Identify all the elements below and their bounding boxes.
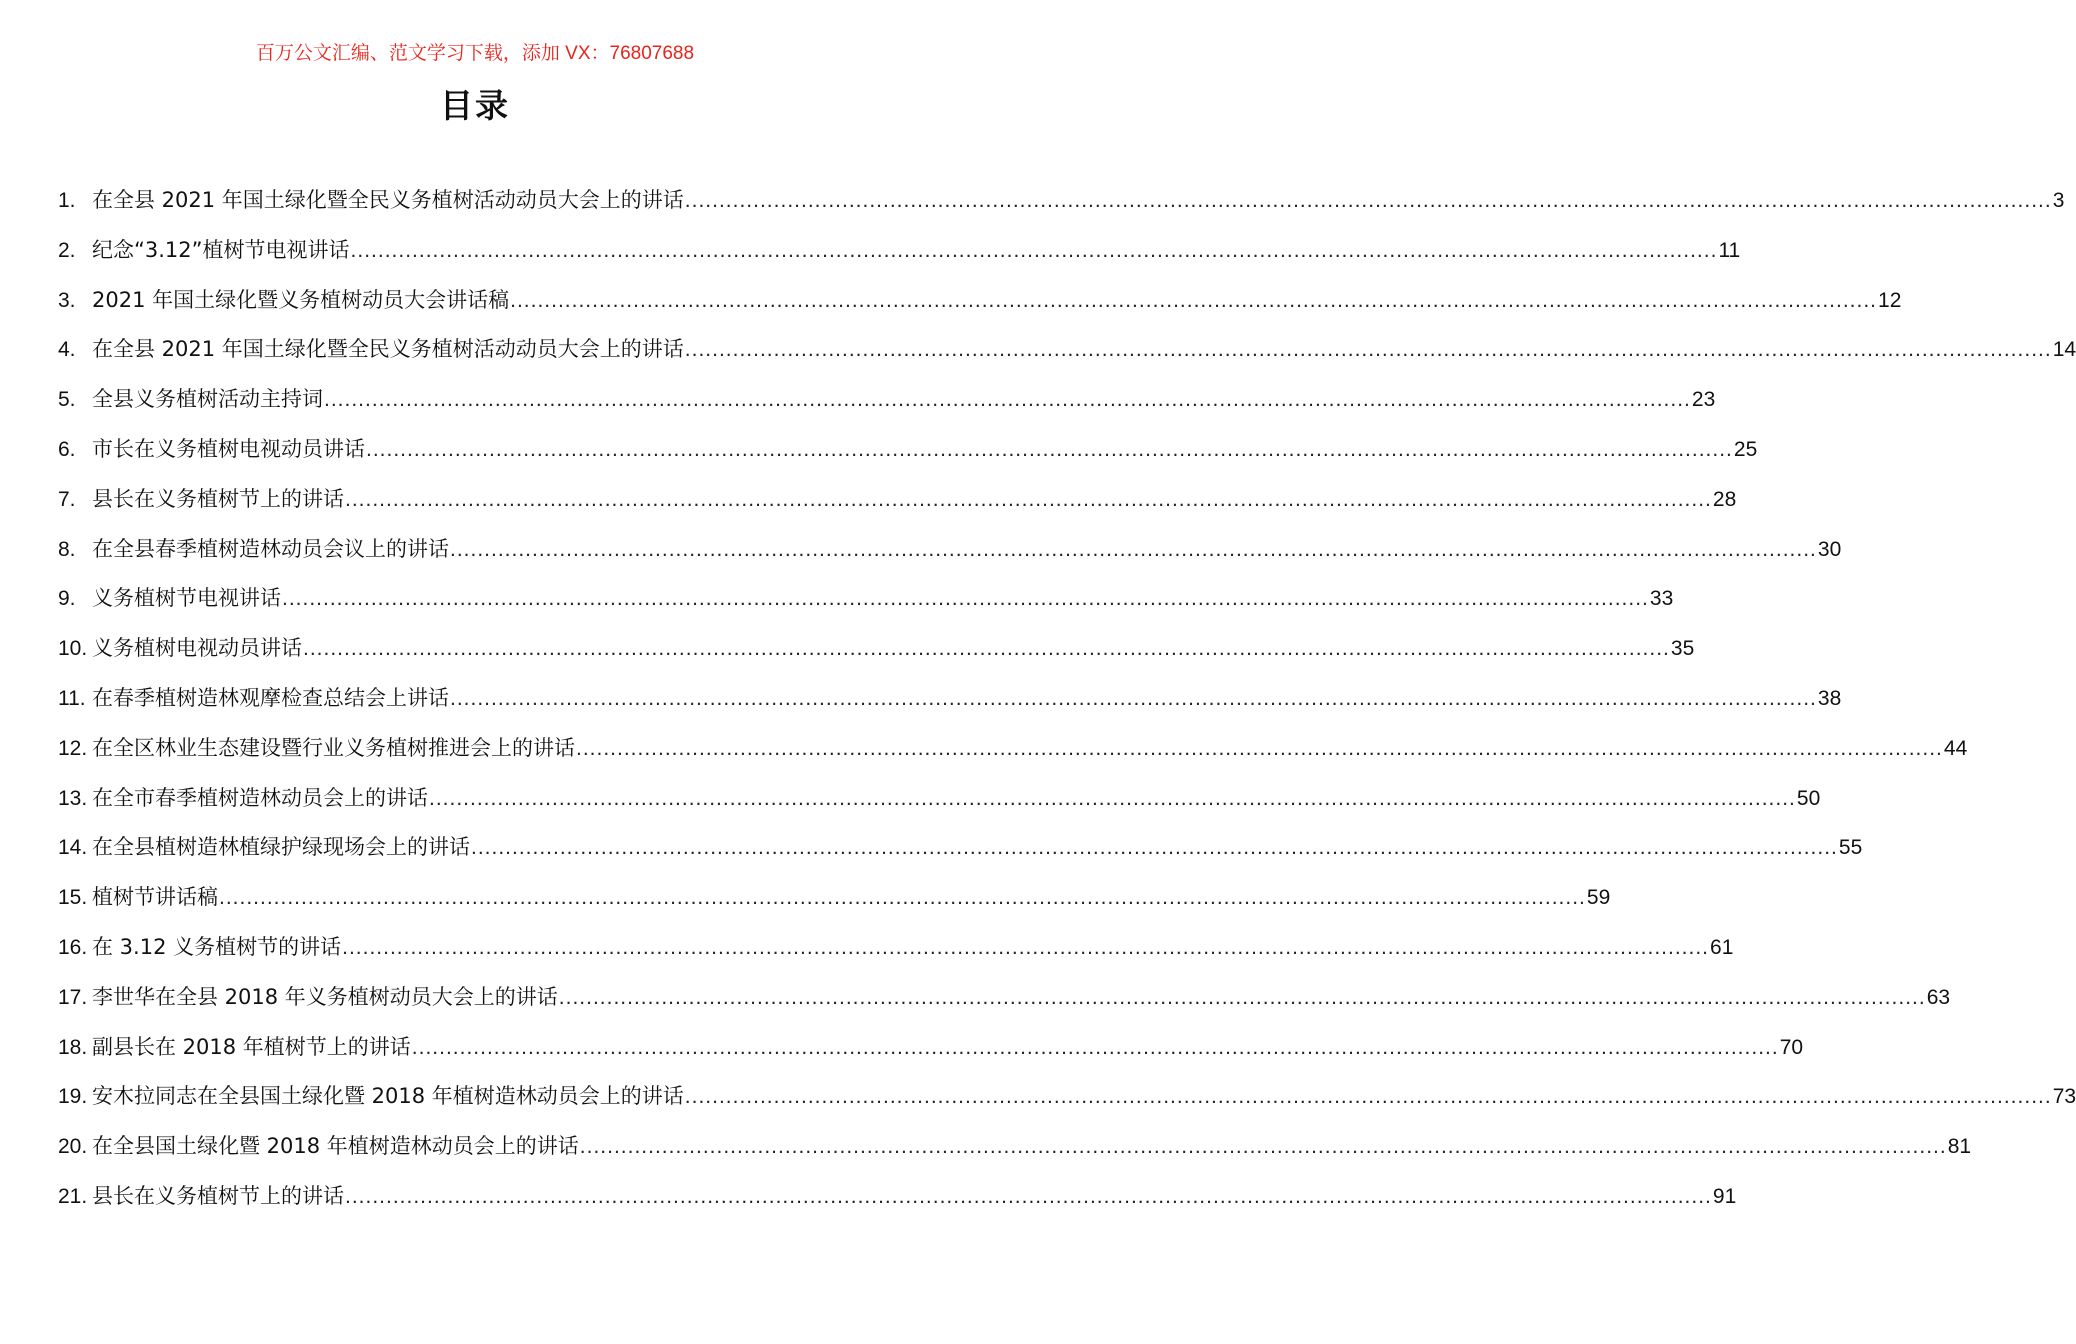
toc-entry-page: 70 xyxy=(1779,1035,1804,1059)
toc-entry-title: 在 3.12 义务植树节的讲话 xyxy=(92,934,342,959)
toc-entry[interactable] xyxy=(58,574,1674,624)
dot-leader: ........................................................................................................................................................................................................ xyxy=(324,388,1691,412)
toc-entry-number: 7. xyxy=(58,487,76,511)
toc-entry-title: 副县长在 2018 年植树节上的讲话 xyxy=(92,1034,411,1059)
toc-entry-page: 25 xyxy=(1733,437,1758,461)
toc-entry-title: 全县义务植树活动主持词 xyxy=(92,387,323,412)
toc-entry-number: 1. xyxy=(58,189,76,212)
dot-leader: ........................................................................................................................................................................................................ xyxy=(350,238,1718,262)
dot-leader: ........................................................................................................................................................................................................ xyxy=(684,338,2052,362)
dot-leader: ........................................................................................................................................................................................................ xyxy=(450,537,1817,561)
dot-leader: ........................................................................................................................................................................................................ xyxy=(576,736,1943,760)
toc-entry-page: 59 xyxy=(1586,886,1611,910)
toc-entry-number: 6. xyxy=(58,437,76,461)
toc-entry-title: 在全区林业生态建设暨行业义务植树推进会上的讲话 xyxy=(92,735,575,760)
toc-entry[interactable] xyxy=(58,873,1611,923)
toc-entry[interactable] xyxy=(58,823,1863,873)
toc-entry-page: 73 xyxy=(2052,1085,2076,1109)
toc-entry-page: 61 xyxy=(1710,935,1734,959)
toc-entry-number: 16. xyxy=(58,935,88,959)
toc-entry[interactable] xyxy=(58,1023,1804,1073)
toc-entry[interactable] xyxy=(58,973,1951,1023)
toc-entry-number: 15. xyxy=(58,886,88,910)
dot-leader: ........................................................................................................................................................................................................ xyxy=(282,587,1649,611)
toc-entry-page: 28 xyxy=(1712,487,1737,511)
toc-entry-page: 35 xyxy=(1670,637,1695,661)
toc-entry[interactable] xyxy=(58,624,1695,674)
dot-leader: ........................................................................................................................................................................................................ xyxy=(450,686,1817,710)
toc-entry-title: 2021 年国土绿化暨义务植树动员大会讲话稿 xyxy=(92,287,510,312)
toc-entry[interactable] xyxy=(58,226,1741,276)
toc-entry[interactable] xyxy=(58,1072,2076,1122)
toc-entry[interactable] xyxy=(58,674,1842,724)
toc-entry-title: 植树节讲话稿 xyxy=(92,885,218,910)
toc-entry-number: 9. xyxy=(58,587,76,611)
toc-entry-page: 30 xyxy=(1817,537,1842,561)
toc-entry[interactable] xyxy=(58,724,1968,774)
toc-entry-title: 纪念“3.12”植树节电视讲话 xyxy=(92,237,350,262)
dot-leader: ........................................................................................................................................................................................................ xyxy=(510,288,1878,312)
toc-entry-number: 2. xyxy=(58,238,76,262)
toc-entry[interactable] xyxy=(58,923,1734,973)
toc-entry[interactable] xyxy=(58,774,1821,824)
toc-entry[interactable] xyxy=(58,525,1842,575)
toc-entry-number: 5. xyxy=(58,388,76,412)
watermark-banner: 百万公文汇编、范文学习下载，添加 VX：76807688 xyxy=(255,43,695,64)
toc-entry-title: 市长在义务植树电视动员讲话 xyxy=(92,436,365,461)
table-of-contents xyxy=(58,176,2076,1222)
toc-entry-number: 12. xyxy=(58,736,88,760)
toc-entry-title: 在全县 2021 年国土绿化暨全民义务植树活动动员大会上的讲话 xyxy=(92,337,684,362)
toc-entry[interactable] xyxy=(58,276,1902,326)
toc-entry-page: 14 xyxy=(2052,338,2076,362)
toc-entry[interactable] xyxy=(58,176,2065,226)
toc-entry-number: 20. xyxy=(58,1135,88,1159)
toc-entry-number: 8. xyxy=(58,537,76,561)
dot-leader: ........................................................................................................................................................................................................ xyxy=(345,487,1712,511)
toc-entry-title: 在全县春季植树造林动员会议上的讲话 xyxy=(92,536,449,561)
toc-entry-page: 44 xyxy=(1943,736,1968,760)
toc-entry-page: 12 xyxy=(1878,288,1902,312)
dot-leader: ........................................................................................................................................................................................................ xyxy=(429,786,1796,810)
toc-entry[interactable] xyxy=(58,325,2076,375)
toc-entry-page: 33 xyxy=(1649,587,1674,611)
toc-entry-page: 11 xyxy=(1718,238,1741,262)
toc-entry-number: 19. xyxy=(58,1085,88,1109)
toc-entry-title: 在全市春季植树造林动员会上的讲话 xyxy=(92,785,428,810)
toc-entry[interactable] xyxy=(58,475,1737,525)
toc-entry[interactable] xyxy=(58,425,1758,475)
toc-entry[interactable] xyxy=(58,1172,1737,1222)
dot-leader: ........................................................................................................................................................................................................ xyxy=(684,189,2052,212)
toc-entry-title: 在全县国土绿化暨 2018 年植树造林动员会上的讲话 xyxy=(92,1134,579,1159)
toc-entry-page: 38 xyxy=(1817,686,1842,710)
toc-entry-title: 义务植树电视动员讲话 xyxy=(92,636,302,661)
dot-leader: ........................................................................................................................................................................................................ xyxy=(558,985,1926,1009)
dot-leader: ........................................................................................................................................................................................................ xyxy=(411,1035,1779,1059)
page-title: 目录 xyxy=(440,86,510,125)
toc-entry-page: 50 xyxy=(1796,786,1821,810)
toc-entry-title: 在全县 2021 年国土绿化暨全民义务植树活动动员大会上的讲话 xyxy=(92,188,684,212)
dot-leader: ........................................................................................................................................................................................................ xyxy=(303,637,1670,661)
toc-entry-title: 李世华在全县 2018 年义务植树动员大会上的讲话 xyxy=(92,984,558,1009)
toc-entry-title: 在春季植树造林观摩检查总结会上讲话 xyxy=(92,685,449,710)
toc-entry-title: 义务植树节电视讲话 xyxy=(92,586,281,611)
toc-entry-number: 13. xyxy=(58,786,88,810)
toc-entry-number: 17. xyxy=(58,985,88,1009)
toc-entry-title: 安木拉同志在全县国土绿化暨 2018 年植树造林动员会上的讲话 xyxy=(92,1084,684,1109)
toc-entry-number: 11. xyxy=(58,686,86,710)
toc-entry-page: 81 xyxy=(1947,1135,1972,1159)
dot-leader: ........................................................................................................................................................................................................ xyxy=(684,1085,2052,1109)
dot-leader: ........................................................................................................................................................................................................ xyxy=(579,1135,1947,1159)
toc-entry-page: 3 xyxy=(2052,189,2065,212)
dot-leader: ........................................................................................................................................................................................................ xyxy=(366,437,1733,461)
toc-entry-page: 91 xyxy=(1712,1184,1737,1208)
dot-leader: ........................................................................................................................................................................................................ xyxy=(471,836,1838,860)
toc-entry-title: 县长在义务植树节上的讲话 xyxy=(92,486,344,511)
dot-leader: ........................................................................................................................................................................................................ xyxy=(219,886,1586,910)
toc-entry-number: 21. xyxy=(58,1184,88,1208)
toc-entry[interactable] xyxy=(58,375,1716,425)
toc-entry-title: 县长在义务植树节上的讲话 xyxy=(92,1183,344,1208)
toc-entry-number: 10. xyxy=(58,637,88,661)
toc-entry-page: 63 xyxy=(1926,985,1951,1009)
toc-entry-page: 23 xyxy=(1691,388,1716,412)
dot-leader: ........................................................................................................................................................................................................ xyxy=(342,935,1710,959)
toc-entry[interactable] xyxy=(58,1122,1972,1172)
dot-leader: ........................................................................................................................................................................................................ xyxy=(345,1184,1712,1208)
toc-entry-title: 在全县植树造林植绿护绿现场会上的讲话 xyxy=(92,835,470,860)
toc-entry-number: 3. xyxy=(58,288,76,312)
toc-entry-page: 55 xyxy=(1838,836,1863,860)
toc-entry-number: 14. xyxy=(58,836,88,860)
toc-entry-number: 18. xyxy=(58,1035,88,1059)
toc-entry-number: 4. xyxy=(58,338,76,362)
